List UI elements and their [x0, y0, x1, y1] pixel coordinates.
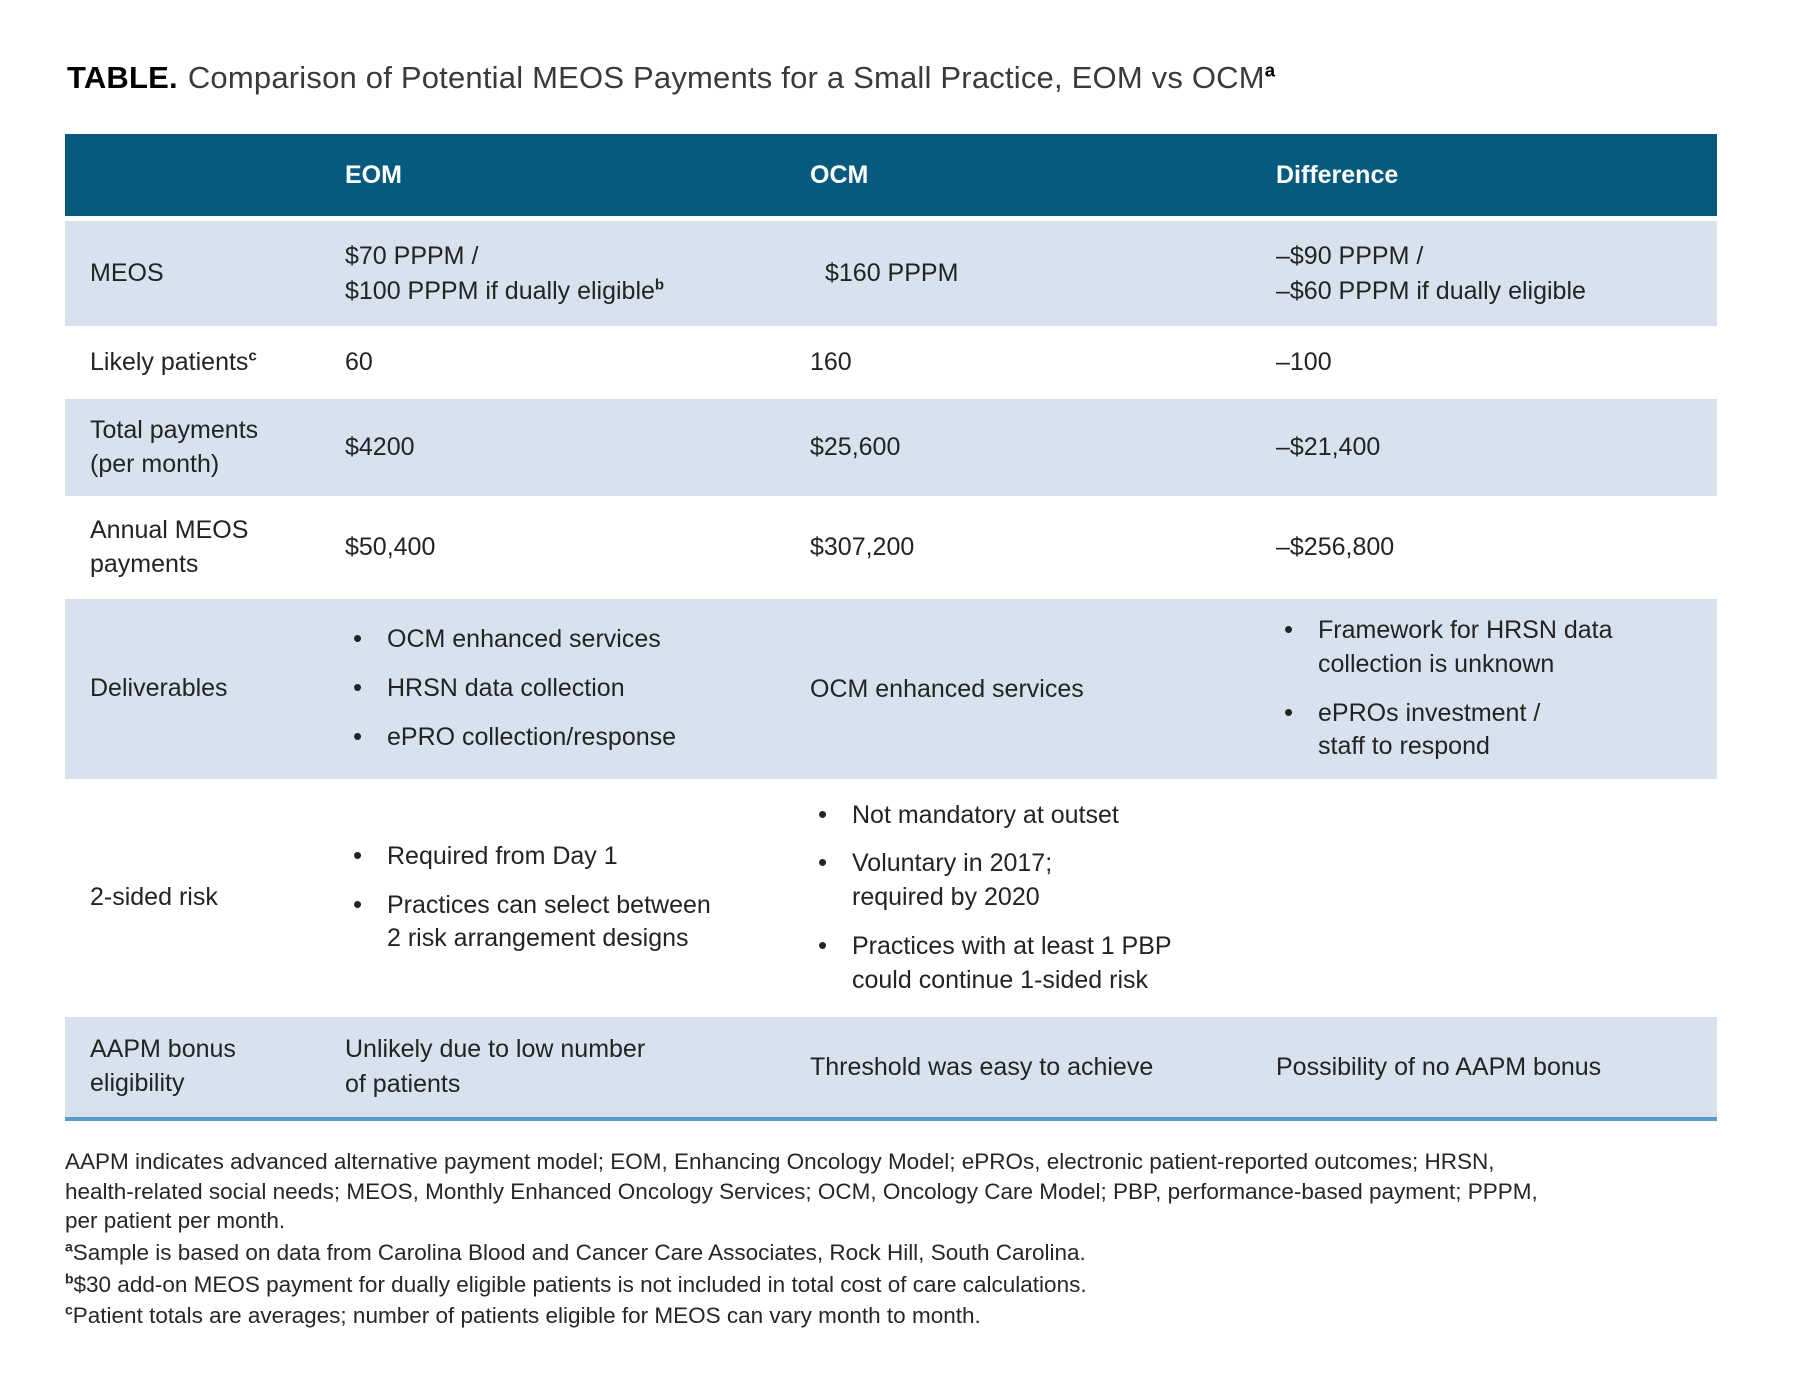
cell-deliverables-difference	[1220, 614, 1717, 764]
abbreviations-footnote: AAPM indicates advanced alternative payment model; EOM, Enhancing Oncology Model; ePROs, electronic patient-reported outcomes; HRSN, health-related social needs; MEOS, Monthly Enhanced Oncology Services; OCM, Oncology Care Model; PBP, performance-based payment; PPPM, per patient per month.	[65, 1149, 1538, 1234]
bullet-item: • ePRO collection/response	[345, 721, 735, 755]
cell-annual-ocm: $307,200	[810, 533, 915, 561]
row-label	[65, 346, 290, 380]
cell-line: $70 PPPM /	[345, 241, 479, 270]
cell-total-difference: –$21,400	[1276, 433, 1381, 461]
table-header-row	[65, 134, 1717, 216]
title-footnote-marker: a	[1264, 59, 1276, 81]
cell-line: $100 PPPM if dually eligible	[345, 276, 655, 305]
table-row-total-payments	[65, 399, 1717, 496]
cell-annual-difference: –$256,800	[1276, 533, 1395, 561]
deliverables-eom-bullet-list	[345, 623, 735, 754]
footnotes	[65, 1147, 1725, 1331]
row-label: Total payments (per month)	[90, 415, 259, 478]
label-text: Likely patients	[90, 347, 249, 376]
table-row-annual-payments	[65, 501, 1717, 594]
cell-total-eom: $4200	[345, 433, 415, 461]
table-row-deliverables	[65, 599, 1717, 779]
cell-aapm-ocm: Threshold was easy to achieve	[810, 1052, 1154, 1081]
cell-deliverables-ocm: OCM enhanced services	[810, 674, 1084, 703]
cell-likely-difference: –100	[1276, 348, 1332, 376]
footnote-c	[65, 1301, 1725, 1331]
table-row-meos	[65, 221, 1717, 326]
cell-likely-eom: 60	[345, 348, 373, 376]
table-row-likely-patients	[65, 331, 1717, 394]
footnote-b-marker: b	[65, 1270, 74, 1287]
row-label: Deliverables	[90, 674, 228, 703]
footnote-marker: b	[654, 276, 665, 294]
footnote-c-marker: c	[65, 1301, 73, 1318]
cell-risk-ocm	[755, 799, 1220, 998]
footnote-a	[65, 1238, 1725, 1268]
cell-aapm-eom: Unlikely due to low number of patients	[345, 1035, 646, 1098]
bullet-item: • Framework for HRSN data collection is unknown	[1276, 614, 1693, 682]
cell-meos-ocm: $160 PPPM	[825, 259, 959, 287]
bullet-item: • OCM enhanced services	[345, 623, 735, 657]
footnote-marker: c	[248, 347, 257, 365]
risk-eom-bullet-list	[345, 840, 735, 956]
risk-ocm-bullet-list	[810, 799, 1200, 998]
bullet-item: • Voluntary in 2017; required by 2020	[810, 847, 1200, 915]
row-label: 2-sided risk	[90, 883, 218, 912]
bullet-item: • Practices can select between 2 risk arrangement designs	[345, 889, 735, 957]
deliverables-difference-bullet-list	[1276, 614, 1693, 764]
cell-meos-difference: –$90 PPPM / –$60 PPPM if dually eligible	[1276, 241, 1586, 305]
table-row-two-sided-risk	[65, 784, 1717, 1012]
row-label: Annual MEOS payments	[90, 515, 249, 578]
footnote-b	[65, 1270, 1725, 1300]
footnote-c-text: Patient totals are averages; number of patients eligible for MEOS can vary month to month.	[72, 1303, 981, 1329]
bullet-item: • Practices with at least 1 PBP could continue 1-sided risk	[810, 930, 1200, 998]
cell-likely-ocm: 160	[810, 348, 852, 376]
table-title-text: Comparison of Potential MEOS Payments for a Small Practice, EOM vs OCM	[187, 60, 1265, 95]
cell-deliverables-eom	[290, 623, 755, 754]
row-label: MEOS	[90, 258, 164, 287]
table-label: TABLE.	[67, 60, 178, 95]
header-cell-eom: EOM	[345, 160, 402, 189]
cell-aapm-difference: Possibility of no AAPM bonus	[1276, 1052, 1602, 1081]
bullet-item: • Not mandatory at outset	[810, 799, 1200, 833]
table-row-aapm-bonus	[65, 1017, 1717, 1117]
header-cell-difference: Difference	[1276, 160, 1399, 189]
footnote-a-marker: a	[65, 1238, 73, 1255]
bullet-item: • Required from Day 1	[345, 840, 735, 874]
cell-meos-eom	[290, 239, 755, 309]
footnote-a-text: Sample is based on data from Carolina Blood and Cancer Care Associates, Rock Hill, South Carolina.	[72, 1240, 1086, 1266]
comparison-table	[65, 134, 1717, 1121]
bullet-item: • HRSN data collection	[345, 672, 735, 706]
cell-total-ocm: $25,600	[810, 433, 901, 461]
row-label: AAPM bonus eligibility	[90, 1035, 236, 1097]
footnote-b-text: $30 add-on MEOS payment for dually eligible patients is not included in total cost of care calculations.	[73, 1271, 1087, 1297]
header-cell-ocm: OCM	[810, 160, 869, 189]
cell-annual-eom: $50,400	[345, 533, 436, 561]
page-title	[67, 60, 1736, 96]
table-bottom-rule	[65, 1117, 1717, 1121]
bullet-item: • ePROs investment / staff to respond	[1276, 697, 1693, 765]
cell-risk-eom	[290, 840, 755, 956]
